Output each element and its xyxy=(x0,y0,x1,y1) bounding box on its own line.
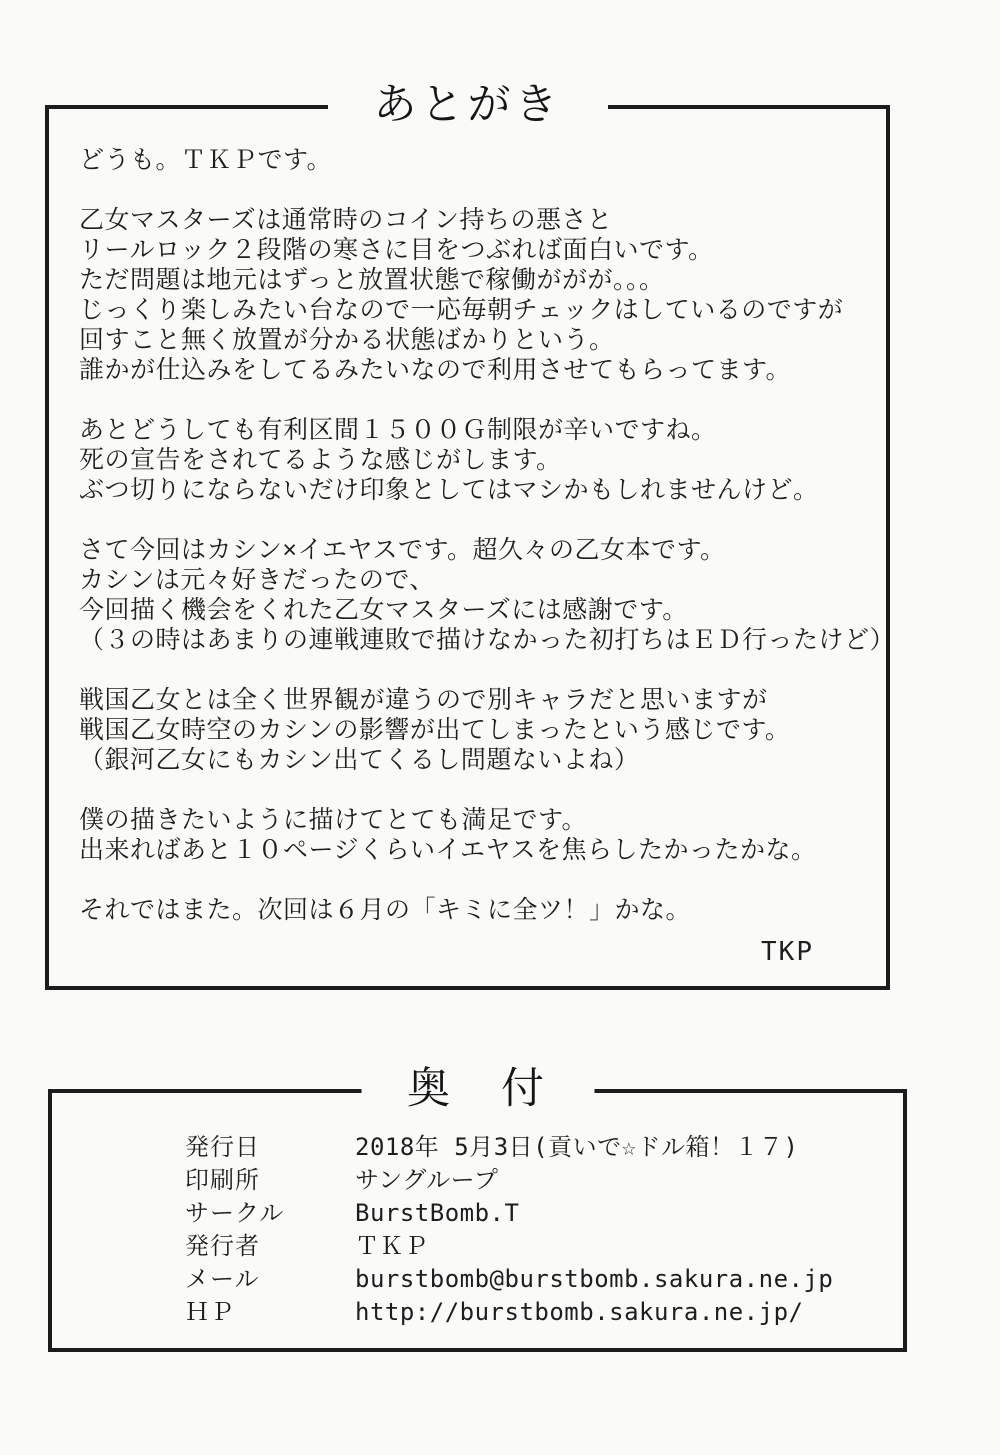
afterword-text-line: 僕の描きたいように描けてとても満足です。 xyxy=(79,806,588,834)
afterword-text-line: 戦国乙女時空のカシンの影響が出てしまったという感じです。 xyxy=(79,716,791,744)
afterword-text-line xyxy=(79,655,866,685)
afterword-text-line: 乙女マスターズは通常時のコイン持ちの悪さと xyxy=(79,206,613,234)
afterword-text-line xyxy=(79,505,866,535)
afterword-text-line: 今回描く機会をくれた乙女マスターズには感謝です。 xyxy=(79,596,688,624)
colophon-value: サングループ xyxy=(355,1166,499,1194)
colophon-section-title: 奥 付 xyxy=(361,1063,594,1115)
afterword-text-line: 戦国乙女とは全く世界観が違うので別キャラだと思いますが xyxy=(79,686,768,714)
afterword-text-line: じっくり楽しみたい台なので一応毎朝チェックはしているのですが xyxy=(79,296,844,324)
afterword-text-line: 誰かが仕込みをしてるみたいなので利用させてもらってます。 xyxy=(79,356,792,384)
afterword-section-frame xyxy=(45,81,896,990)
afterword-text-line: さて今回はカシン×イエヤスです。超久々の乙女本です。 xyxy=(79,536,726,564)
colophon-row xyxy=(52,1296,903,1329)
colophon-label: 発行日 xyxy=(185,1134,260,1161)
afterword-section-title: あとがき xyxy=(328,79,608,131)
colophon-label: ＨＰ xyxy=(185,1299,235,1326)
colophon-section-frame xyxy=(48,1065,907,1352)
afterword-text-line: 出来ればあと１０ページくらいイエヤスを焦らしたかったかな。 xyxy=(79,836,817,864)
author-signature: TKP xyxy=(761,937,814,967)
colophon-row xyxy=(52,1263,903,1296)
afterword-text-line: （銀河乙女にもカシン出てくるし問題ないよね） xyxy=(79,746,640,774)
colophon-row xyxy=(52,1230,903,1263)
afterword-text-line: リールロック２段階の寒さに目をつぶれば面白いです。 xyxy=(79,236,714,264)
afterword-text-line xyxy=(79,385,866,415)
colophon-value: 2018年 5月3日(貢いで☆ドル箱！１７) xyxy=(355,1133,799,1161)
afterword-text-line xyxy=(79,775,866,805)
colophon-value: burstbomb@burstbomb.sakura.ne.jp xyxy=(355,1265,834,1293)
afterword-text-line: 回すこと無く放置が分かる状態ばかりという。 xyxy=(79,326,615,354)
afterword-text-line: それではまた。次回は６月の「キミに全ツ！」かな。 xyxy=(79,896,692,924)
afterword-text-block xyxy=(49,109,896,925)
colophon-value: BurstBomb.T xyxy=(355,1199,520,1227)
colophon-label: メール xyxy=(185,1266,260,1293)
colophon-row xyxy=(52,1164,903,1197)
afterword-text-line: ただ問題は地元はずっと放置状態で稼働ががが。。。 xyxy=(79,266,665,294)
afterword-text-line xyxy=(79,175,866,205)
afterword-text-line: 死の宣告をされてるような感じがします。 xyxy=(79,446,562,474)
colophon-value: ＴＫＰ xyxy=(355,1232,429,1260)
colophon-row xyxy=(52,1197,903,1230)
colophon-table xyxy=(52,1093,903,1329)
afterword-text-line: （３の時はあまりの連戦連敗で描けなかった初打ちはＥＤ行ったけど） xyxy=(79,626,896,654)
afterword-text-line: ぶつ切りにならないだけ印象としてはマシかもしれませんけど。 xyxy=(79,476,819,504)
colophon-value: http://burstbomb.sakura.ne.jp/ xyxy=(355,1298,804,1326)
afterword-text-line: あとどうしても有利区間１５００Ｇ制限が辛いですね。 xyxy=(79,416,717,444)
colophon-label: サークル xyxy=(185,1200,285,1227)
colophon-label: 印刷所 xyxy=(185,1167,260,1194)
colophon-row xyxy=(52,1131,903,1164)
afterword-text-line: カシンは元々好きだったので、 xyxy=(79,566,435,594)
colophon-label: 発行者 xyxy=(185,1233,260,1260)
afterword-text-line xyxy=(79,865,866,895)
afterword-text-line: どうも。ＴＫＰです。 xyxy=(79,146,333,174)
